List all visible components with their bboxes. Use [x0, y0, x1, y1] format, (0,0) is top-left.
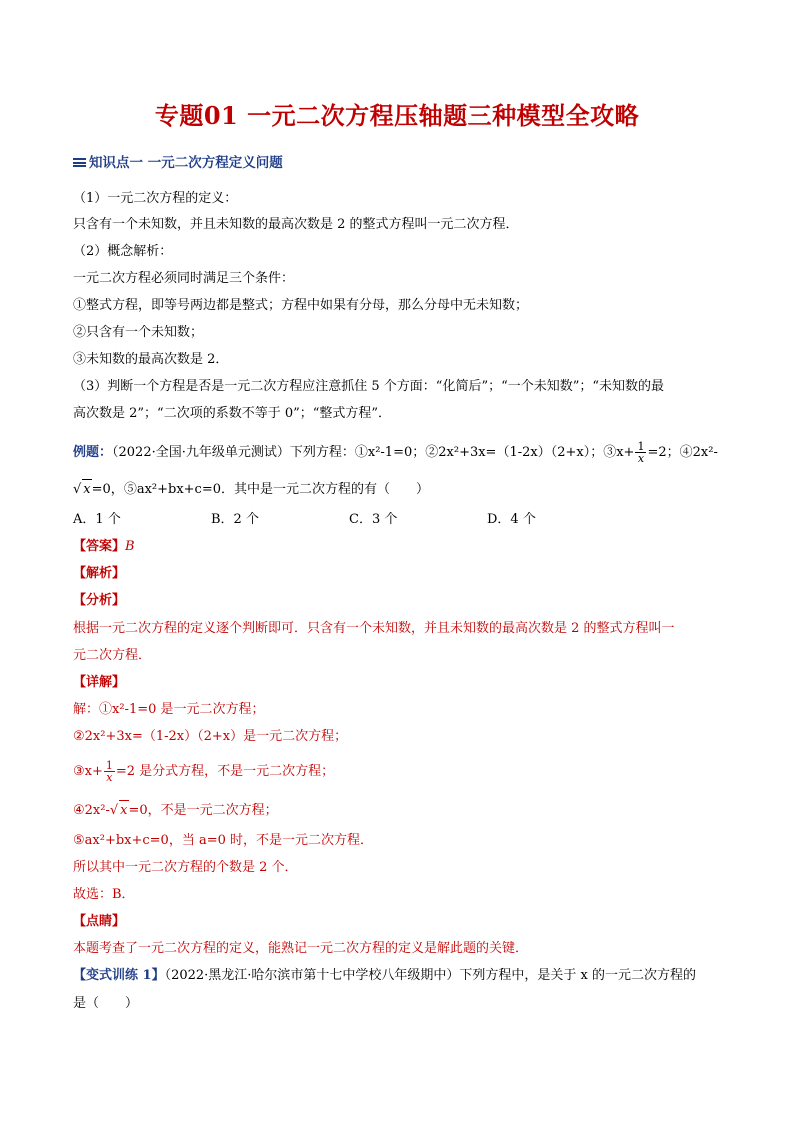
detail-step-1: [73, 700, 265, 720]
detail-step-4: [73, 800, 278, 821]
definition-text: 只含有一个未知数，并且未知数的最高次数是 2 的整式方程叫一元二次方程．: [73, 217, 519, 232]
fraction-numerator: 1: [105, 759, 113, 772]
detail-step-3: [73, 760, 334, 783]
detail-step-5: ⑤ax²+bx+c=0，当 a=0 时，不是一元二次方程．: [73, 833, 374, 848]
example-eq5: ⑤ax²+bx+c=0．其中是一元二次方程的有（ ）: [123, 482, 429, 497]
example-eq4-suffix: =0，: [91, 482, 124, 497]
example-eq3-suffix: =2；: [647, 445, 680, 460]
fraction-denominator: x: [106, 771, 113, 784]
detail-step-7: 故选：B．: [73, 887, 135, 902]
detail-step-3-fraction: [104, 760, 115, 783]
analysis-label: 【解析】: [73, 566, 126, 581]
detail-step-3-prefix: ③x+: [73, 764, 103, 779]
condition-1: ①整式方程，即等号两边都是整式；方程中如果有分母，那么分母中无未知数；: [73, 298, 529, 313]
detail-step-1-prefix: 解：: [73, 702, 100, 717]
variant-label: 【变式训练 1】: [73, 968, 165, 983]
detail-step-3-suffix: =2 是分式方程，不是一元二次方程；: [115, 764, 335, 779]
section-heading: [73, 153, 283, 173]
fraction-denominator: x: [637, 452, 645, 465]
example-options: [73, 510, 625, 530]
example-line-1: [73, 441, 718, 464]
option-b: B．2 个: [211, 512, 259, 527]
example-line-2: [73, 479, 429, 500]
sqrt-icon: √: [109, 803, 119, 818]
fenxi-label: 【分析】: [73, 593, 126, 608]
sqrt-icon: √: [73, 482, 82, 497]
variant-line-2: 是（ ）: [73, 996, 139, 1011]
condition-2: ②只含有一个未知数；: [73, 325, 204, 340]
detail-step-4-radicand: x: [119, 800, 128, 821]
detail-step-4-prefix: ④2x²-: [73, 803, 110, 818]
example-eq2: ②2x²+3x=（1-2x）（2+x）；: [425, 445, 604, 460]
example-eq3-prefix: ③x+: [603, 445, 635, 460]
example-eq4-radicand: x: [82, 479, 91, 500]
answer-label: 【答案】: [73, 539, 126, 554]
page-title: 专题01 一元二次方程压轴题三种模型全攻略: [154, 101, 640, 130]
fraction-numerator: 1: [637, 440, 645, 453]
answer-line: [73, 537, 135, 557]
judgement-line-2: 高次数是 2”；“二次项的系数不等于 0”；“整式方程”．: [73, 406, 392, 421]
detail-step-1-text: ①x²-1=0 是一元二次方程；: [99, 702, 265, 717]
variant-line-1: [73, 966, 696, 986]
option-d: D．4 个: [487, 512, 536, 527]
option-a: A．1 个: [73, 512, 121, 527]
example-eq4-prefix: ④2x²-: [679, 445, 718, 460]
example-eq1: ①x²-1=0；: [354, 445, 426, 460]
example-label: 例题：: [73, 445, 113, 460]
definition-label: （1）一元二次方程的定义：: [73, 191, 238, 206]
detail-step-2: ②2x²+3x=（1-2x）（2+x）是一元二次方程；: [73, 729, 348, 744]
comment-text: 本题考查了一元二次方程的定义，能熟记一元二次方程的定义是解此题的关键．: [73, 941, 529, 956]
detail-label: 【详解】: [73, 675, 126, 690]
fenxi-line-1: 根据一元二次方程的定义逐个判断即可．只含有一个未知数，并且未知数的最高次数是 2 的整式方程叫一: [73, 621, 675, 636]
comment-label: 【点睛】: [73, 914, 126, 929]
option-c: C．3 个: [349, 512, 398, 527]
example-eq3-fraction: [635, 441, 646, 464]
concept-label: （2）概念解析：: [73, 244, 173, 259]
answer-value: B: [125, 539, 135, 554]
variant-text: （2022·黑龙江·哈尔滨市第十七中学校八年级期中）下列方程中，是关于 x 的一元二次方程的: [164, 968, 697, 983]
section-bar-icon: [73, 158, 86, 167]
detail-step-4-suffix: =0，不是一元二次方程；: [128, 803, 278, 818]
condition-3: ③未知数的最高次数是 2．: [73, 352, 229, 367]
detail-step-6: 所以其中一元二次方程的个数是 2 个．: [73, 860, 298, 875]
example-source: （2022·全国·九年级单元测试）下列方程：: [112, 445, 355, 460]
fenxi-line-2: 元二次方程．: [73, 648, 152, 663]
section-heading-text: 知识点一 一元二次方程定义问题: [89, 155, 283, 171]
judgement-line-1: （3）判断一个方程是否是一元二次方程应注意抓住 5 个方面：“化简后”；“一个未知数”；“未知数的最: [73, 379, 665, 394]
concept-intro: 一元二次方程必须同时满足三个条件：: [73, 271, 295, 286]
